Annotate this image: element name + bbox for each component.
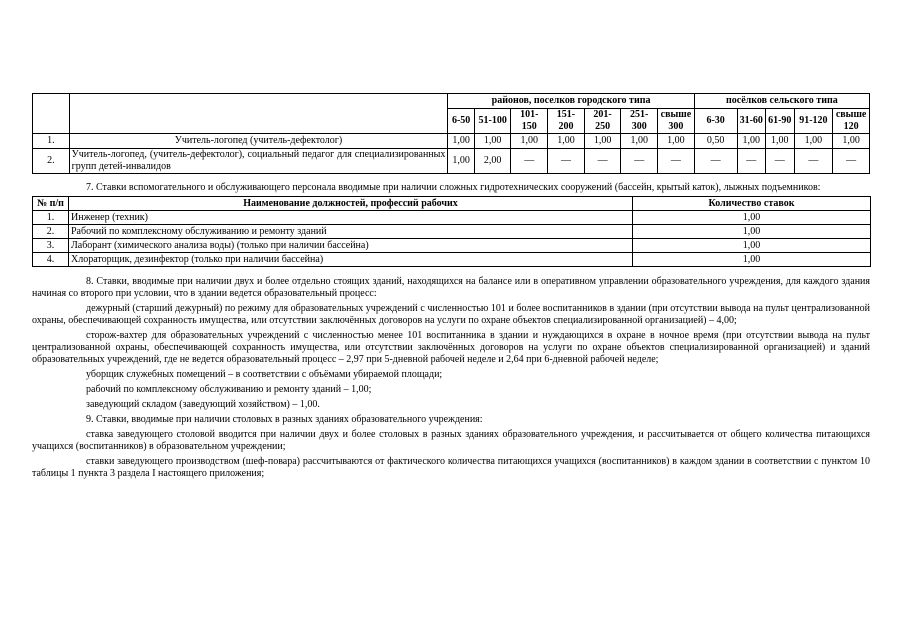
cell-value: — <box>511 149 548 174</box>
header-blank-name <box>69 94 448 134</box>
header-position: Наименование должностей, профессий рабочих <box>69 197 633 211</box>
row-number: 1. <box>33 211 69 225</box>
body-text <box>32 276 870 480</box>
cell-value: — <box>766 149 795 174</box>
col-header: 101-150 <box>511 109 548 134</box>
cell-value: — <box>833 149 870 174</box>
cell-value: 1,00 <box>584 134 621 149</box>
auxiliary-staff-table <box>32 196 871 267</box>
header-number: № п/п <box>33 197 69 211</box>
row-number: 1. <box>33 134 70 149</box>
header-rural-group: посёлков сельского типа <box>694 94 869 109</box>
table-row <box>33 134 870 149</box>
cell-value: 1,00 <box>548 134 585 149</box>
header-blank-num <box>33 94 70 134</box>
col-header: 61-90 <box>766 109 795 134</box>
col-header: 6-30 <box>694 109 737 134</box>
col-header: 6-50 <box>448 109 474 134</box>
cell-value: 1,00 <box>737 134 766 149</box>
col-header: 251-300 <box>621 109 658 134</box>
cell-value: 1,00 <box>448 149 474 174</box>
cell-value: — <box>694 149 737 174</box>
staff-rates-table <box>32 93 870 174</box>
row-number: 3. <box>33 239 69 253</box>
cell-value: 1,00 <box>448 134 474 149</box>
cell-value: 2,00 <box>474 149 511 174</box>
row-quantity: 1,00 <box>633 225 871 239</box>
cell-value: — <box>794 149 833 174</box>
cell-value: 1,00 <box>766 134 795 149</box>
table-row <box>33 211 871 225</box>
row-quantity: 1,00 <box>633 211 871 225</box>
cell-value: 1,00 <box>833 134 870 149</box>
row-name: Рабочий по комплексному обслуживанию и ремонту зданий <box>69 225 633 239</box>
row-name: Лаборант (химического анализа воды) (только при наличии бассейна) <box>69 239 633 253</box>
cell-value: — <box>584 149 621 174</box>
table-row <box>33 149 870 174</box>
table-row <box>33 225 871 239</box>
header-urban-group: районов, поселков городского типа <box>448 94 694 109</box>
page-content <box>32 93 870 483</box>
cell-value: — <box>658 149 695 174</box>
cell-value: 1,00 <box>621 134 658 149</box>
col-header: 151-200 <box>548 109 585 134</box>
col-header: свыше 120 <box>833 109 870 134</box>
row-name: Хлораторщик, дезинфектор (только при наличии бассейна) <box>69 253 633 267</box>
row-number: 2. <box>33 149 70 174</box>
paragraph-duty-officer: дежурный (старший дежурный) по режиму для образовательных учреждений с численностью 101 и более воспитанников в здании (при отсутствии вывода на пульт централизованной охраны, обеспечивающей сохранность имущества, или отсутствии заключённых договоров на услуги по охране объектов специализированной организацией) – 4,00; <box>32 303 870 326</box>
cell-value: 1,00 <box>511 134 548 149</box>
table-row <box>33 253 871 267</box>
col-header: 31-60 <box>737 109 766 134</box>
section-7-text: 7. Ставки вспомогательного и обслуживающего персонала вводимые при наличии сложных гидротехнических сооружений (бассейн, крытый каток), лыжных подъемников: <box>86 182 821 193</box>
paragraph-chef: ставки заведующего производством (шеф-повара) рассчитываются от фактического количества питающихся учащихся (воспитанников) в каждом здании в соответствии с пунктом 10 таблицы 1 пункта 3 раздела I настоящего приложения; <box>32 456 870 479</box>
row-number: 4. <box>33 253 69 267</box>
row-quantity: 1,00 <box>633 239 871 253</box>
cell-value: 0,50 <box>694 134 737 149</box>
header-quantity: Количество ставок <box>633 197 871 211</box>
paragraph-maintenance-worker: рабочий по комплексному обслуживанию и ремонту зданий – 1,00; <box>86 384 372 395</box>
row-name: Учитель-логопед (учитель-дефектолог) <box>69 134 448 149</box>
row-number: 2. <box>33 225 69 239</box>
paragraph-warehouse-manager: заведующий складом (заведующий хозяйством) – 1,00. <box>86 399 320 410</box>
row-quantity: 1,00 <box>633 253 871 267</box>
cell-value: 1,00 <box>658 134 695 149</box>
paragraph-canteen-manager: ставка заведующего столовой вводится при наличии двух и более столовых в разных зданиях образовательного учреждения, и рассчитывается от общего количества питающихся учащихся (воспитанников) в образовательном учреждении; <box>32 429 870 452</box>
paragraph-watchman: сторож-вахтер для образовательных учреждений с численностью менее 101 воспитанника в здании и нуждающихся в охране в ночное время (при отсутствии вывода на пульт централизованной охраны, обеспечивающей сохранность имущества, или отсутствии заключённых договоров на услуги по охране объектов специализированной организацией) и зданий образовательных учреждений, где не ведется образовательный процесс – 2,97 при 5-дневной рабочей неделе и 2,64 при 6-дневной рабочей неделе; <box>32 330 870 365</box>
cell-value: — <box>548 149 585 174</box>
paragraph-8: 8. Ставки, вводимые при наличии двух и более отдельно стоящих зданий, находящихся на балансе или в оперативном управлении образовательного учреждения, для каждого здания начиная со второго при условии, что в здании ведется образовательный процесс: <box>32 276 870 299</box>
paragraph-cleaner: уборщик служебных помещений – в соответствии с объёмами убираемой площади; <box>86 369 443 380</box>
col-header: 51-100 <box>474 109 511 134</box>
cell-value: — <box>621 149 658 174</box>
col-header: 201-250 <box>584 109 621 134</box>
col-header: 91-120 <box>794 109 833 134</box>
cell-value: — <box>737 149 766 174</box>
row-name: Инженер (техник) <box>69 211 633 225</box>
paragraph-9: 9. Ставки, вводимые при наличии столовых в разных зданиях образовательного учреждения: <box>86 414 483 425</box>
cell-value: 1,00 <box>474 134 511 149</box>
table-row <box>33 239 871 253</box>
row-name: Учитель-логопед, (учитель-дефектолог), социальный педагог для специализированных групп детей-инвалидов <box>69 149 448 174</box>
col-header: свыше 300 <box>658 109 695 134</box>
cell-value: 1,00 <box>794 134 833 149</box>
